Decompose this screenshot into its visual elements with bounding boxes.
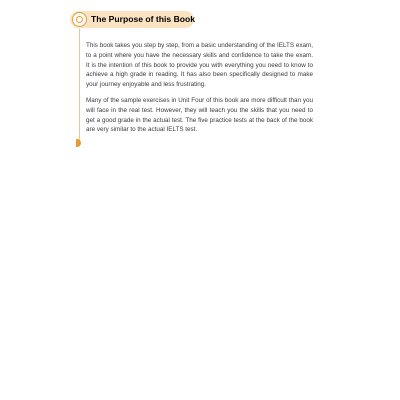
paragraph-1: This book takes you step by step, from a basic understanding of the IELTS exam, to a point where you have the necessary skills and confidence to take the exam. It is the intention of this book to provide you with everything you need to know to achieve a high grade in reading. It has also been specifically designed to make your journey enjoyable and less frustrating.	[86, 42, 313, 89]
margin-rule	[79, 29, 80, 142]
section-body	[86, 41, 313, 141]
paragraph-2: Many of the sample exercises in Unit Four of this book are more difficult than you will face in the real test. However, they will teach you the skills that you need to get a good grade in the actual test. The five practice tests at the back of the book are very similar to the actual IELTS test.	[86, 96, 313, 134]
section-title: The Purpose of this Book	[91, 14, 196, 24]
circle-badge-icon	[72, 12, 87, 27]
margin-marker-icon	[76, 139, 81, 147]
